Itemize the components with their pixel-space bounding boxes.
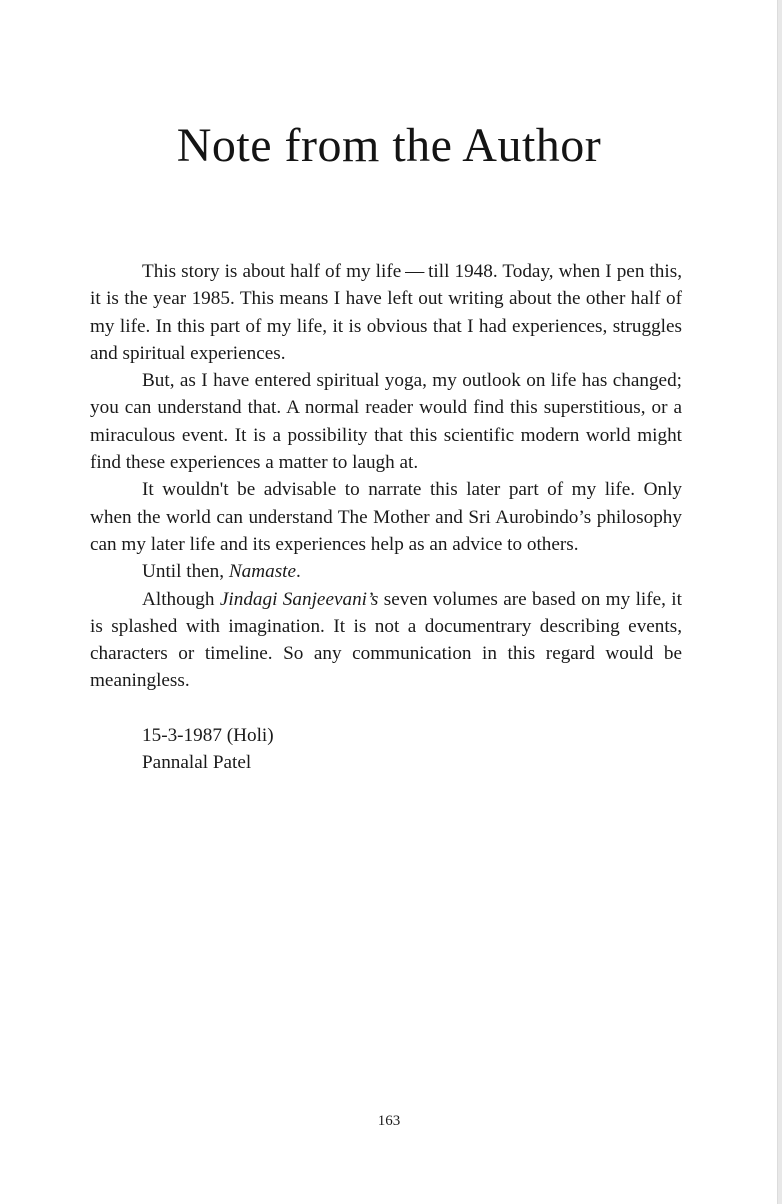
page-title: Note from the Author (176, 119, 602, 172)
page-edge (777, 0, 782, 1204)
paragraph-4 (90, 558, 682, 585)
signature-block (90, 722, 682, 777)
paragraph-4-lead: Until then, (142, 561, 229, 583)
note-body (90, 258, 682, 776)
paragraph-1: This story is about half of my life — till 1948. Today, when I pen this, it is the year 1985. This means I have left out writing about the other half of my life. In this part of my life, it is obvious that I had experiences, struggles and spiritual experiences. (90, 261, 682, 364)
paragraph-2: But, as I have entered spiritual yoga, my outlook on life has changed; you can understand that. A normal reader would find this superstitious, or a miraculous event. It is a possibility that this scientific modern world might find these experiences a matter to laugh at. (90, 370, 682, 474)
paragraph-4-italic: Namaste (228, 561, 297, 583)
paragraph-5 (90, 586, 682, 695)
signature-date: 15-3-1987 (Holi) (142, 724, 274, 746)
paragraph-3: It wouldn't be advisable to narrate this later part of my life. Only when the world can understand The Mother and Sri Aurobindo’s philosophy can my later life and its experiences help as an advice to others. (90, 479, 682, 555)
paragraph-5-tail: seven volumes are based on my life, it is splashed with imagination. It is not a documentrary describing events, characters or timeline. So any communication in this regard would be meaningless. (90, 588, 682, 692)
paragraph-5-lead: Although (142, 588, 220, 610)
signature-name: Pannalal Patel (142, 752, 252, 774)
paragraph-5-italic: Jindagi Sanjeevani’s (219, 588, 379, 610)
paragraph-4-tail: . (296, 561, 301, 583)
page-number: 163 (377, 1113, 401, 1129)
